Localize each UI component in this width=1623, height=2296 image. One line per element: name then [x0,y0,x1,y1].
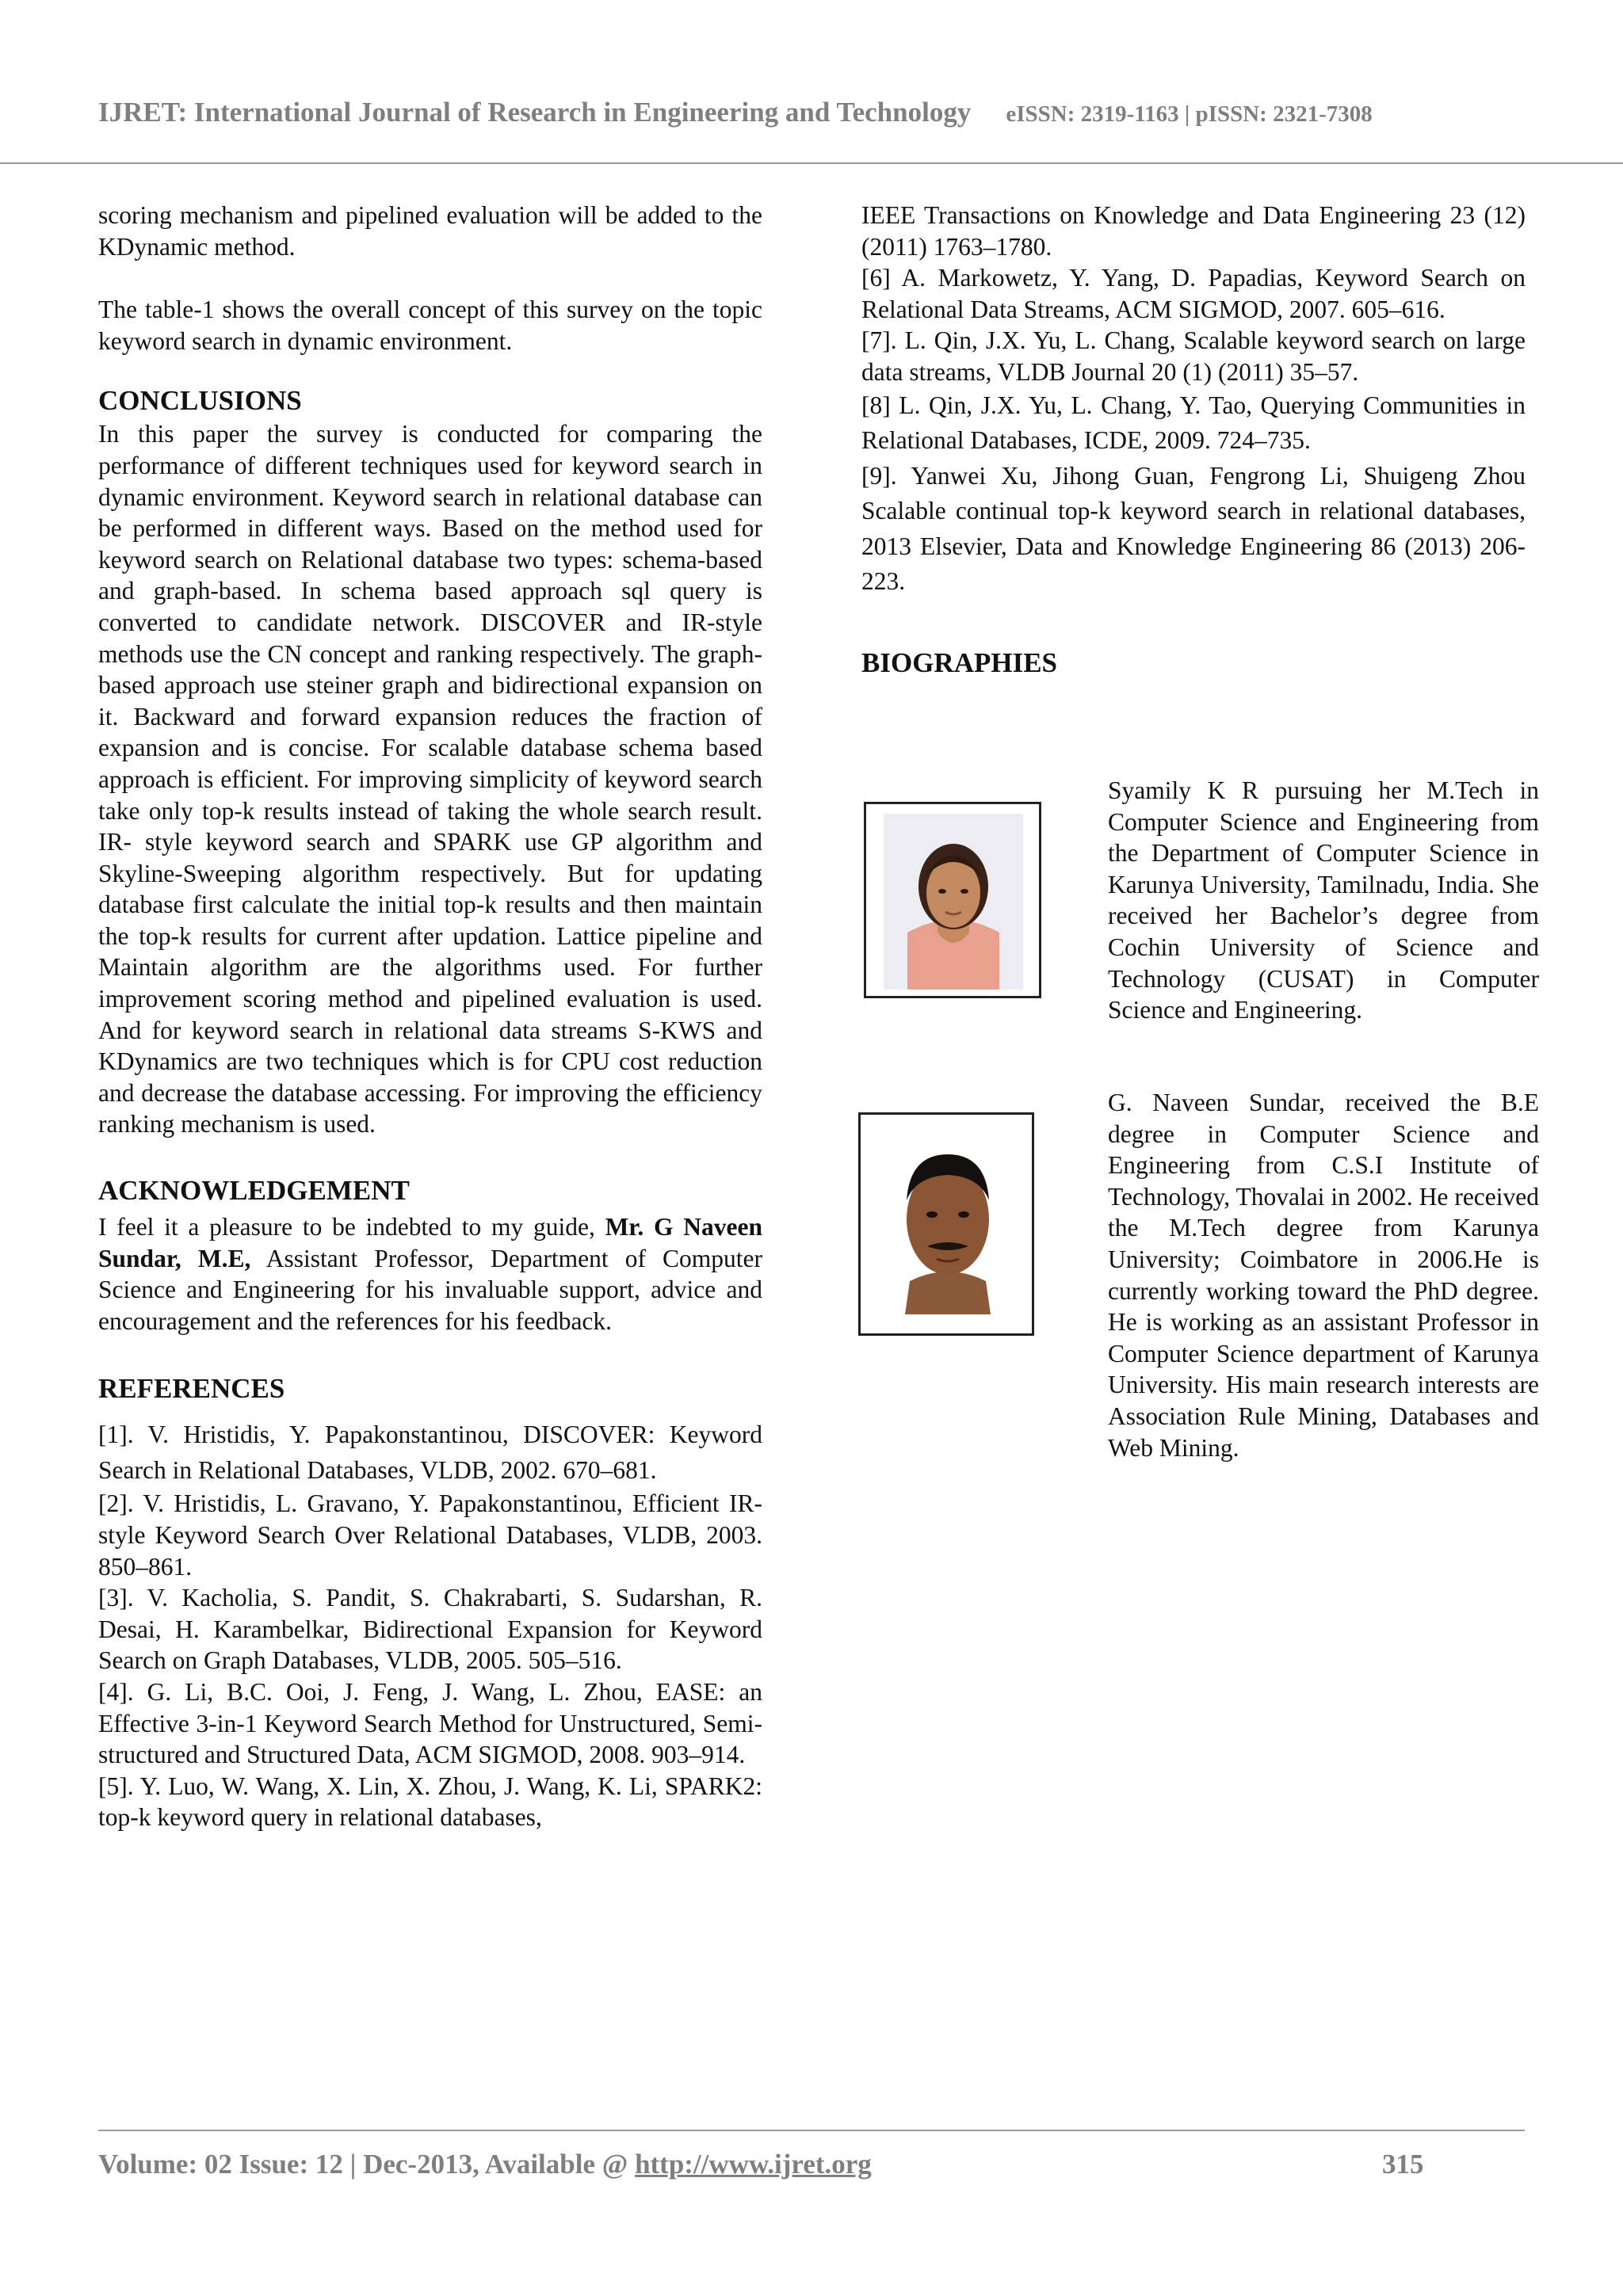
reference-5: [5]. Y. Luo, W. Wang, X. Lin, X. Zhou, J. Wang, K. Li, SPARK2: top-k keyword query in relational databases, [98,1772,762,1832]
acknowledgement-text: I feel it a pleasure to be indebted to my guide, Mr. G Naveen Sundar, M.E, Assistant Professor, Department of Computer Science and Engineering for his invaluable support, advice and encouragement and the references for his feedback. [98,1213,762,1335]
journal-link[interactable]: http://www.ijret.org [635,2149,872,2180]
footer-volume: Volume: 02 Issue: 12 | Dec-2013, Available @ [98,2149,636,2180]
page-footer [98,2149,1525,2188]
biography-2 [1108,1087,1539,1463]
reference-5-continued: IEEE Transactions on Knowledge and Data Engineering 23 (12) (2011) 1763–1780. [861,201,1526,261]
portrait-man-image [878,1131,1018,1314]
acknowledgement-heading: ACKNOWLEDGEMENT [98,1175,410,1207]
biography-1-text: Syamily K R pursuing her M.Tech in Computer Science and Engineering from the Department of Computer Science in Karunya University, Tamilnadu, India. She received her Bachelor’s degree from Cochin University of Science and Technology (CUSAT) in Computer Science and Engineering. [1108,776,1539,1024]
page-number: 315 [1382,2149,1424,2180]
footer-divider [98,2130,1525,2131]
reference-1: [1]. V. Hristidis, Y. Papakonstantinou, DISCOVER: Keyword Search in Relational Databases, VLDB, 2002. 670–681. [98,1421,762,1484]
portrait-woman-image [884,814,1023,990]
reference-4: [4]. G. Li, B.C. Ooi, J. Feng, J. Wang, L. Zhou, EASE: an Effective 3-in-1 Keyword Search Method for Unstructured, Semi-structured and Structured Data, ACM SIGMOD, 2008. 903–914. [98,1677,762,1769]
reference-9: [9]. Yanwei Xu, Jihong Guan, Fengrong Li, Shuigeng Zhou Scalable continual top-k keyword search in relational databases, 2013 Elsevier, Data and Knowledge Engineering 86 (2013) 206-223. [861,461,1526,596]
biographies-heading: BIOGRAPHIES [861,646,1057,678]
header-divider [0,162,1623,164]
intro-paragraph-1: scoring mechanism and pipelined evaluation will be added to the KDynamic method. [98,201,762,261]
reference-7: [7]. L. Qin, J.X. Yu, L. Chang, Scalable keyword search on large data streams, VLDB Journal 20 (1) (2011) 35–57. [861,326,1526,386]
reference-6: [6] A. Markowetz, Y. Yang, D. Papadias, Keyword Search on Relational Data Streams, ACM SIGMOD, 2007. 605–616. [861,264,1526,323]
conclusions-heading: CONCLUSIONS [98,385,302,417]
author-photo-2 [858,1112,1034,1336]
intro-paragraph-2: The table-1 shows the overall concept of this survey on the topic keyword search in dynamic environment. [98,296,762,355]
right-column [861,200,1526,681]
author-photo-1 [864,802,1041,998]
reference-2: [2]. V. Hristidis, L. Gravano, Y. Papakonstantinou, Efficient IR-style Keyword Search Over Relational Databases, VLDB, 2003. 850–861. [98,1489,762,1581]
reference-8: [8] L. Qin, J.X. Yu, L. Chang, Y. Tao, Querying Communities in Relational Databases, ICDE, 2009. 724–735. [861,391,1526,455]
reference-3: [3]. V. Kacholia, S. Pandit, S. Chakrabarti, S. Sudarshan, R. Desai, H. Karambelkar, Bidirectional Expansion for Keyword Search on Graph Databases, VLDB, 2005. 505–516. [98,1584,762,1675]
issn-label: eISSN: 2319-1163 | pISSN: 2321-7308 [1006,101,1373,127]
journal-title: IJRET: International Journal of Research in Engineering and Technology [98,97,972,128]
left-column [98,200,762,1833]
biography-2-text: G. Naveen Sundar, received the B.E degree in Computer Science and Engineering from C.S.I Institute of Technology, Thovalai in 2002. He received the M.Tech degree from Karunya University; Coimbatore in 2006.He is currently working toward the PhD degree. He is working as an assistant Professor in Computer Science department of Karunya University. His main research interests are Association Rule Mining, Databases and Web Mining. [1108,1089,1539,1462]
references-heading: REFERENCES [98,1373,285,1405]
page-header [98,97,1525,136]
guide-name: Mr. G Naveen Sundar, M.E, [98,1213,762,1272]
biography-1 [1108,775,1539,1026]
conclusions-text: In this paper the survey is conducted for comparing the performance of different techniques used for keyword search in dynamic environment. Keyword search in relational database can be performed in different ways. Based on the method used for keyword search on Relational database two types: schema-based and graph-based. In schema based approach sql query is converted to candidate network. DISCOVER and IR-style methods use the CN concept and ranking respectively. The graph-based approach use steiner graph and bidirectional expansion on it. Backward and forward expansion reduces the fraction of expansion and is concise. For scalable database schema based approach is efficient. For improving simplicity of keyword search take only top-k results instead of taking the whole search result. IR- style keyword search and SPARK use GP algorithm and Skyline-Sweeping algorithm respectively. But for updating database first calculate the initial top-k results and then maintain the top-k results for current after updation. Lattice pipeline and Maintain algorithm are the algorithms used. For further improvement scoring method and pipelined evaluation is used. And for keyword search in relational data streams S-KWS and KDynamics are two techniques which is for CPU cost reduction and decrease the database accessing. For improving the efficiency ranking mechanism is used. [98,420,762,1138]
